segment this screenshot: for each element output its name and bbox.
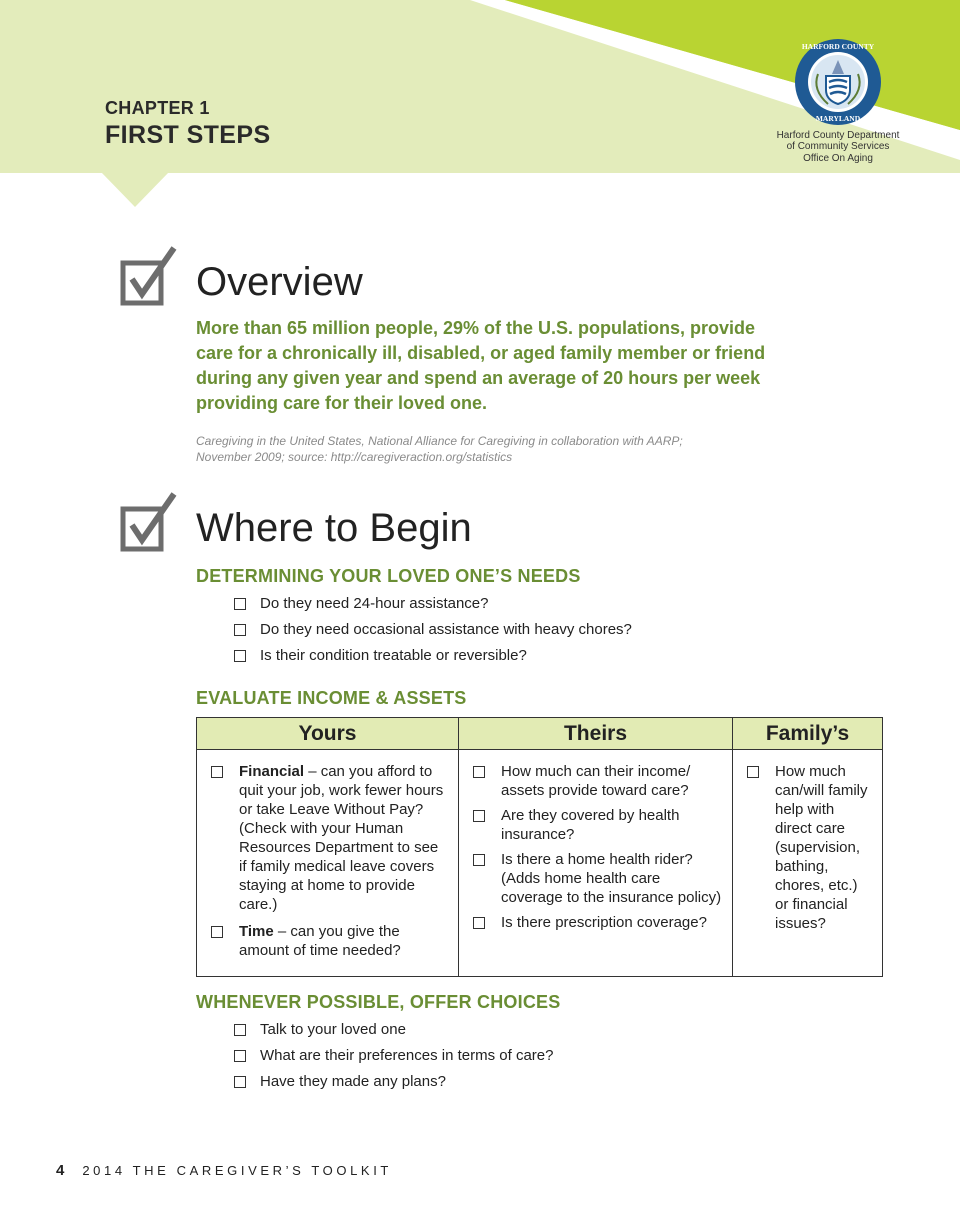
page-footer	[56, 1162, 392, 1179]
header-pointer	[101, 172, 169, 207]
theirs-cell	[459, 750, 733, 977]
checklist-item	[234, 647, 632, 673]
checklist-item	[234, 1073, 553, 1099]
checkbox[interactable]	[234, 1024, 246, 1036]
checkbox[interactable]	[473, 766, 485, 778]
checkbox[interactable]	[473, 854, 485, 866]
choices-heading: WHENEVER POSSIBLE, OFFER CHOICES	[196, 992, 561, 1012]
item-bold-label: Time	[239, 923, 274, 940]
citation-line: Caregiving in the United States, National Alliance for Caregiving in collaboration with AARP;	[196, 434, 683, 448]
org-line: Harford County Department	[776, 130, 900, 141]
income-assets-heading: EVALUATE INCOME & ASSETS	[196, 688, 467, 708]
org-line: of Community Services	[786, 141, 890, 153]
overview-heading: Overview	[196, 260, 363, 304]
item-text: Is there a home health rider? (Adds home health care coverage to the insurance policy)	[501, 851, 722, 906]
checklist-item	[234, 621, 632, 647]
harford-county-seal-logo	[794, 38, 882, 126]
theirs-item	[473, 913, 722, 932]
org-line: Office On Aging	[803, 152, 873, 164]
checklist-item-text: Talk to your loved one	[260, 1021, 406, 1038]
checkbox-check-icon	[120, 492, 178, 552]
overview-lead-text: More than 65 million people, 29% of the U.S. populations, provide care for a chronically ill, disabled, or aged family member or friend during any given year and spend an average of 20 hours per week providing care for their loved one.	[196, 318, 766, 413]
column-header-family: Family’s	[733, 718, 883, 750]
item-text: – can you give the amount of time needed?	[239, 923, 401, 959]
checkbox[interactable]	[234, 650, 246, 662]
checkbox[interactable]	[234, 1076, 246, 1088]
checkbox[interactable]	[234, 1050, 246, 1062]
page-number: 4	[56, 1162, 65, 1179]
chapter-label: CHAPTER 1	[105, 98, 210, 118]
choices-checklist	[234, 1021, 553, 1099]
family-item	[747, 762, 872, 933]
checkbox[interactable]	[234, 598, 246, 610]
column-header-yours: Yours	[197, 718, 459, 750]
yours-item	[211, 922, 448, 960]
theirs-item	[473, 850, 722, 907]
checkbox[interactable]	[747, 766, 759, 778]
checkbox[interactable]	[211, 926, 223, 938]
checkbox[interactable]	[234, 624, 246, 636]
yours-item	[211, 762, 448, 914]
column-header-theirs: Theirs	[459, 718, 733, 750]
where-to-begin-heading: Where to Begin	[196, 506, 472, 550]
checkbox-check-icon	[120, 246, 178, 306]
svg-text:HARFORD COUNTY: HARFORD COUNTY	[801, 42, 875, 51]
item-text: Are they covered by health insurance?	[501, 807, 680, 843]
checklist-item-text: Do they need occasional assistance with heavy chores?	[260, 621, 632, 638]
item-text: Is there prescription coverage?	[501, 914, 707, 931]
checklist-item-text: Have they made any plans?	[260, 1073, 446, 1090]
checklist-item-text: Do they need 24-hour assistance?	[260, 595, 489, 612]
needs-heading: DETERMINING YOUR LOVED ONE’S NEEDS	[196, 566, 581, 586]
svg-text:MARYLAND: MARYLAND	[815, 114, 861, 123]
family-cell	[733, 750, 883, 977]
theirs-item	[473, 806, 722, 844]
checkbox[interactable]	[473, 917, 485, 929]
organization-name	[768, 130, 908, 164]
item-text: – can you afford to quit your job, work fewer hours or take Leave Without Pay? (Check with your Human Resources Department to see if family medical leave covers staying at home to provide care.)	[239, 763, 444, 913]
chapter-title: FIRST STEPS	[105, 121, 271, 149]
publication-title: 2014 THE CAREGIVER’S TOOLKIT	[82, 1163, 392, 1178]
checkbox[interactable]	[473, 810, 485, 822]
checklist-item-text: Is their condition treatable or reversible?	[260, 647, 527, 664]
income-assets-table	[196, 717, 883, 977]
item-bold-label: Financial	[239, 763, 305, 780]
item-text: How much can their income/ assets provide toward care?	[501, 763, 691, 799]
needs-checklist	[234, 595, 632, 673]
checklist-item	[234, 595, 632, 621]
yours-cell	[197, 750, 459, 977]
checkbox[interactable]	[211, 766, 223, 778]
citation-line: November 2009; source: http://caregiveraction.org/statistics	[196, 450, 513, 464]
item-text: How much can/will family help with direct care (supervision, bathing, chores, etc.) or financial issues?	[775, 763, 868, 932]
checklist-item	[234, 1021, 553, 1047]
overview-citation	[196, 433, 756, 465]
checklist-item	[234, 1047, 553, 1073]
checklist-item-text: What are their preferences in terms of care?	[260, 1047, 554, 1064]
theirs-item	[473, 762, 722, 800]
